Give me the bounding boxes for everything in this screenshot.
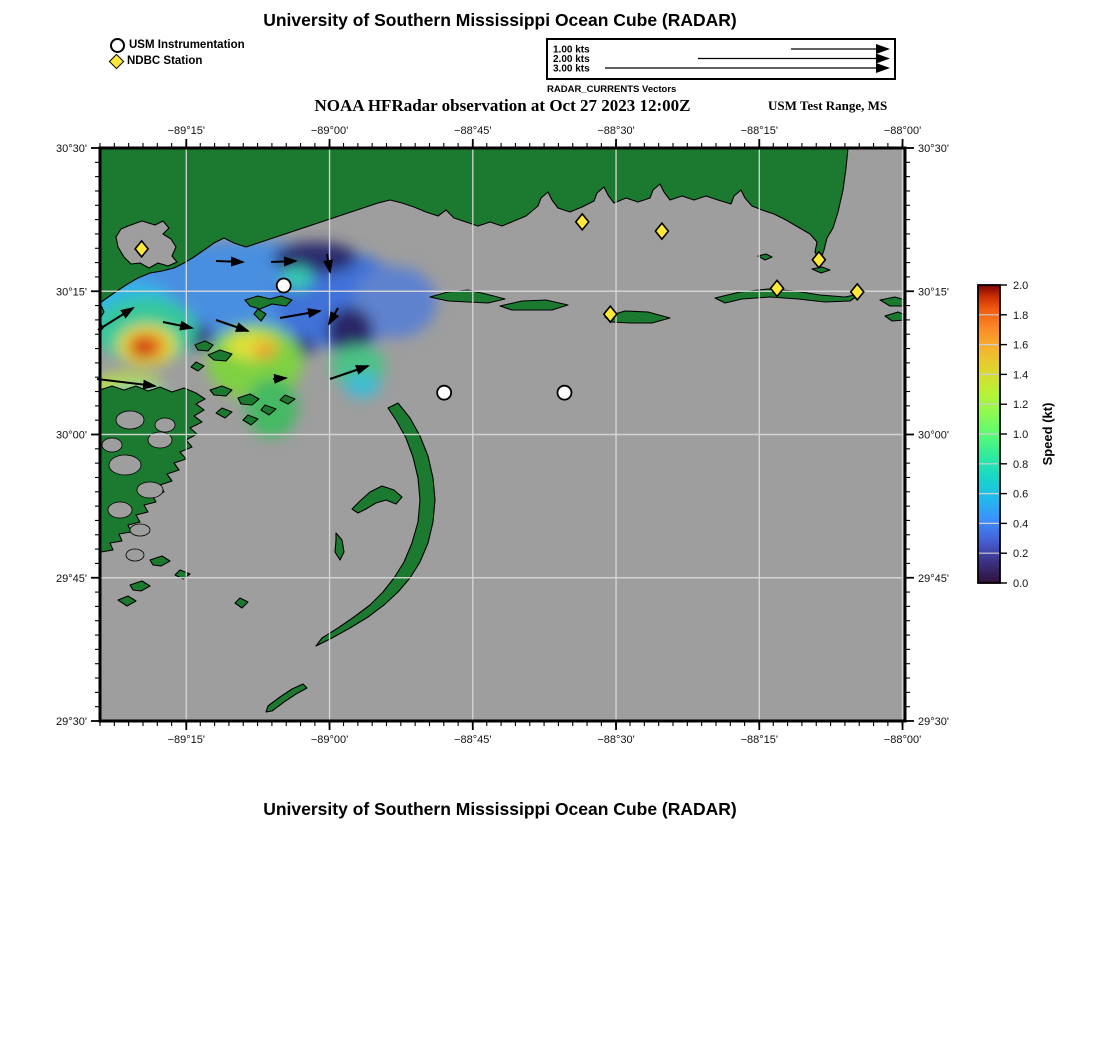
marsh-pond <box>102 438 122 452</box>
colorbar-tick-label: 0.8 <box>1013 458 1029 471</box>
legend-usm-label: USM Instrumentation <box>129 39 245 51</box>
y-tick-label-right: 30°00' <box>918 429 949 442</box>
x-tick-label-top: −89°00' <box>310 125 349 137</box>
y-tick-label-right: 30°15' <box>918 286 949 299</box>
colorbar-tick-label: 1.2 <box>1013 399 1029 412</box>
y-tick-label-right: 30°30' <box>918 143 949 155</box>
colorbar-tick-label: 1.8 <box>1013 309 1029 322</box>
x-tick-label-top: −88°15' <box>740 125 778 137</box>
marsh-pond <box>116 411 144 429</box>
scale-arrow-label: 1.00 kts <box>553 44 590 56</box>
x-tick-label-bottom: −88°30' <box>597 734 635 746</box>
colorbar-tick-label: 2.0 <box>1013 280 1029 292</box>
x-tick-label-bottom: −89°00' <box>310 734 349 746</box>
y-tick-label-left: 30°15' <box>56 286 87 299</box>
marsh-pond <box>108 502 132 518</box>
colorbar-title: Speed (kt) <box>1040 402 1055 466</box>
current-vector-arrow <box>273 378 286 379</box>
y-tick-label-left: 29°45' <box>56 572 87 585</box>
colorbar-tick-label: 0.2 <box>1013 548 1029 561</box>
page-title-bottom: University of Southern Mississippi Ocean Cube (RADAR) <box>263 799 737 819</box>
x-tick-label-top: −88°30' <box>597 125 635 137</box>
y-tick-label-left: 29°30' <box>56 716 87 728</box>
y-tick-label-left: 30°00' <box>56 429 87 442</box>
usm-instrumentation-marker <box>277 279 291 293</box>
marsh-pond <box>126 549 144 561</box>
x-tick-label-bottom: −88°15' <box>740 734 778 746</box>
scale-arrow-label: 3.00 kts <box>553 63 590 75</box>
y-tick-label-left: 30°30' <box>56 143 87 155</box>
marsh-pond <box>109 455 141 475</box>
colorbar-tick-label: 1.0 <box>1013 429 1029 441</box>
x-tick-label-top: −88°45' <box>454 125 492 137</box>
legend-ndbc-label: NDBC Station <box>127 55 203 67</box>
colorbar <box>978 280 1055 590</box>
speed-field-blob <box>253 342 277 358</box>
test-range-label: USM Test Range, MS <box>768 98 888 113</box>
colorbar-tick-label: 1.4 <box>1013 369 1029 382</box>
speed-field-blob <box>344 372 380 398</box>
marsh-pond <box>137 482 163 498</box>
x-tick-label-top: −88°00' <box>883 125 922 137</box>
colorbar-tick-label: 0.4 <box>1013 518 1029 531</box>
speed-field-blob <box>273 242 357 274</box>
usm-instrumentation-marker <box>557 386 571 400</box>
marsh-pond <box>155 418 175 432</box>
speed-field-blob <box>133 339 155 357</box>
colorbar-tick-label: 0.6 <box>1013 488 1029 501</box>
x-tick-label-bottom: −88°45' <box>454 734 492 746</box>
page-title-top: University of Southern Mississippi Ocean Cube (RADAR) <box>263 10 737 30</box>
vector-scale-caption: RADAR_CURRENTS Vectors <box>547 84 677 95</box>
y-tick-label-right: 29°45' <box>918 572 949 585</box>
x-tick-label-top: −89°15' <box>167 125 205 137</box>
x-tick-label-bottom: −88°00' <box>883 734 922 746</box>
y-tick-label-right: 29°30' <box>918 716 949 728</box>
observation-subtitle: NOAA HFRadar observation at Oct 27 2023 12:00Z <box>314 96 691 115</box>
x-tick-label-bottom: −89°15' <box>167 734 205 746</box>
current-vector-arrow <box>216 261 243 262</box>
scale-arrow-label: 2.00 kts <box>553 54 590 65</box>
current-vector-arrow <box>271 261 296 262</box>
usm-instrumentation-marker <box>437 386 451 400</box>
colorbar-tick-label: 0.0 <box>1013 578 1029 590</box>
colorbar-tick-label: 1.6 <box>1013 339 1029 352</box>
marsh-pond <box>130 524 150 536</box>
